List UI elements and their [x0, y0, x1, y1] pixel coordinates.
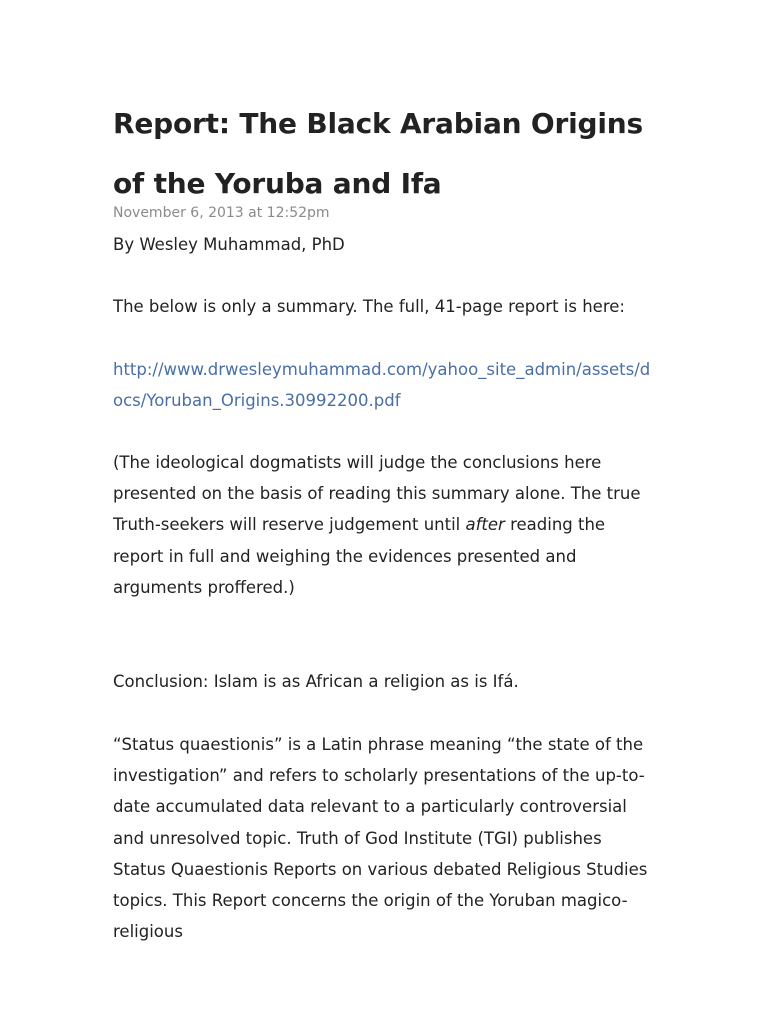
disclaimer-paragraph	[113, 447, 658, 603]
status-quaestionis-paragraph: “Status quaestionis” is a Latin phrase meaning “the state of the investigation” and refers to scholarly presentations of the up-to-date accumulated data relevant to a particularly controversial and unresolved topic. Truth of God Institute (TGI) publishes Status Quaestionis Reports on various debated Religious Studies topics. This Report concerns the origin of the Yoruban magico-religious	[113, 735, 648, 942]
article-date: November 6, 2013 at 12:52pm	[113, 205, 330, 221]
report-link[interactable]: http://www.drwesleymuhammad.com/yahoo_site_admin/assets/docs/Yoruban_Origins.30992200.pdf	[113, 360, 651, 411]
conclusion-paragraph: Conclusion: Islam is as African a religion as is Ifá.	[113, 672, 519, 691]
disclaimer-text-after: reading the report in full and weighing the evidences presented and arguments proffered.)	[113, 515, 606, 597]
disclaimer-emphasis: after	[465, 515, 505, 535]
disclaimer-text-before: (The ideological dogmatists will judge the conclusions here presented on the basis of reading this summary alone. The true Truth-seekers will reserve judgement until	[113, 453, 641, 535]
article-byline: By Wesley Muhammad, PhD	[113, 235, 345, 254]
intro-paragraph: The below is only a summary. The full, 41-page report is here:	[113, 297, 625, 316]
article-title: Report: The Black Arabian Origins of the Yoruba and Ifa	[113, 107, 643, 200]
